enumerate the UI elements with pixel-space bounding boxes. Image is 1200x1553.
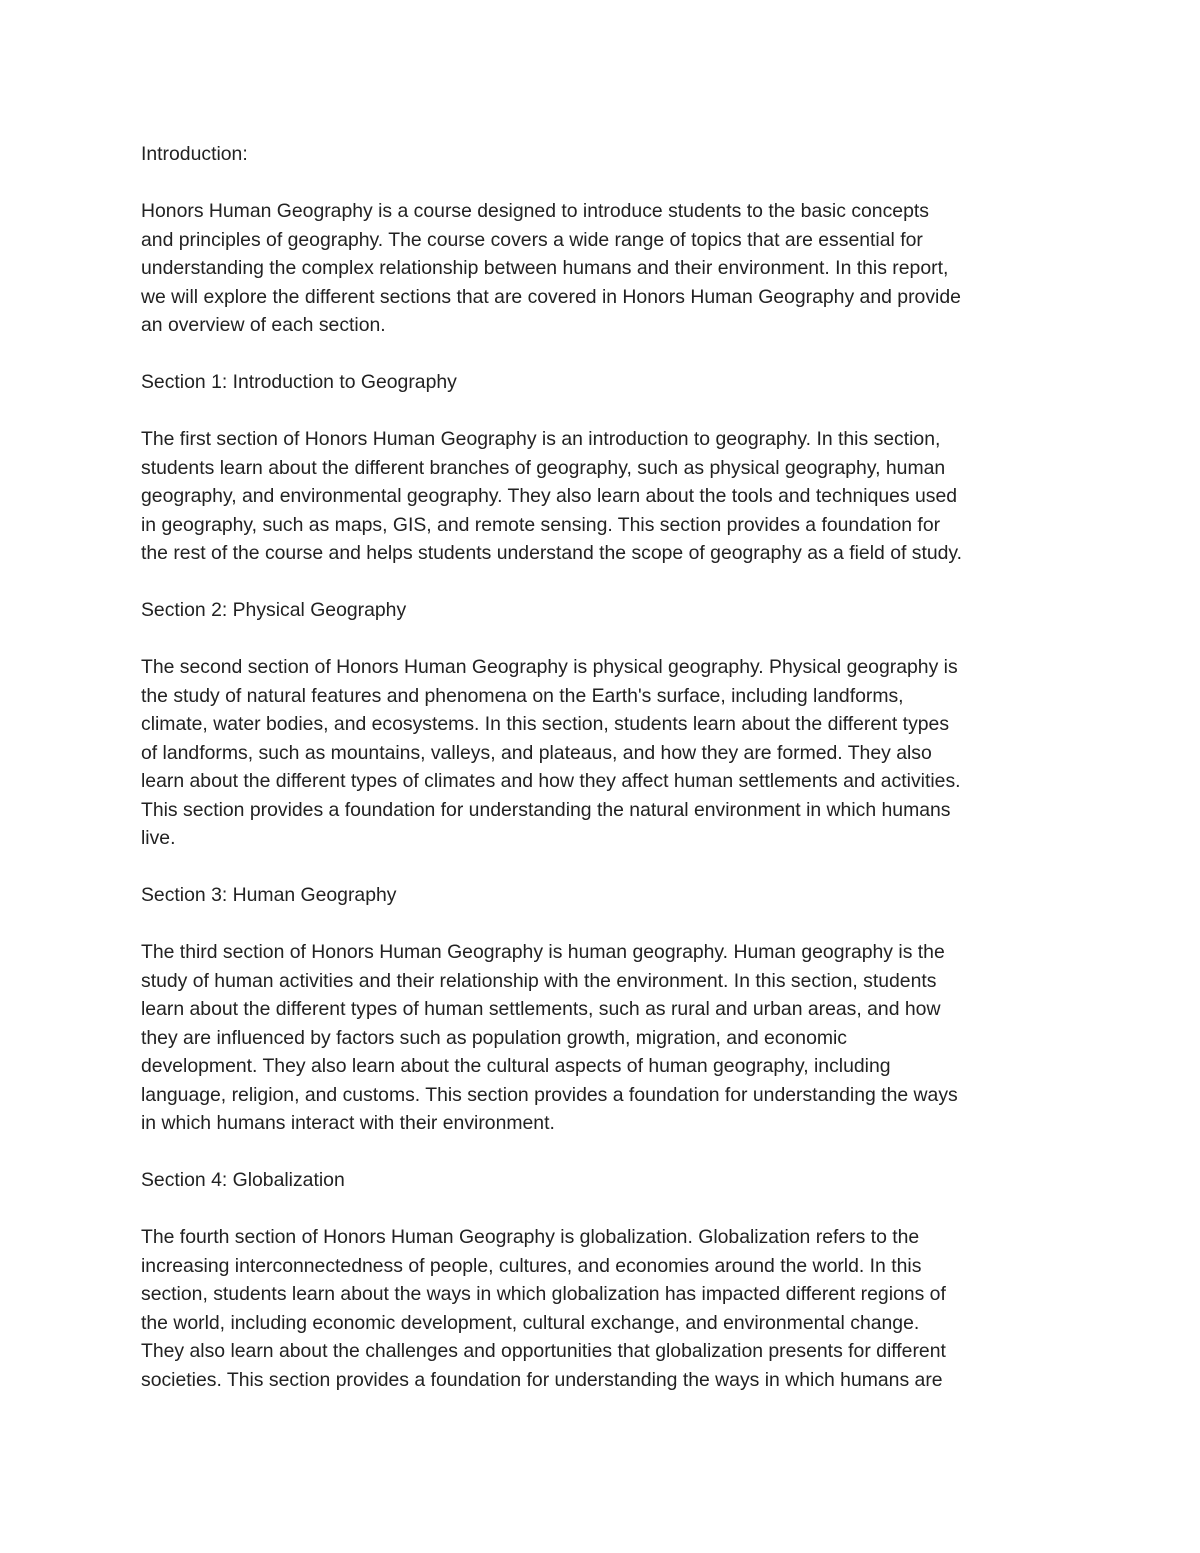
paragraph-line: societies. This section provides a foundation for understanding the ways in which humans are [141, 1368, 943, 1391]
paragraph-line: This section provides a foundation for understanding the natural environment in which humans [141, 798, 951, 821]
paragraph-line: language, religion, and customs. This section provides a foundation for understanding the ways [141, 1083, 958, 1106]
paragraph-line: in which humans interact with their environment. [141, 1112, 555, 1134]
paragraph-line: The second section of Honors Human Geography is physical geography. Physical geography is [141, 656, 958, 678]
paragraph-line: learn about the different types of human settlements, such as rural and urban areas, and how [141, 998, 941, 1020]
section3-heading: Section 3: Human Geography [141, 884, 397, 906]
section3-paragraph [141, 938, 1071, 1138]
section2-heading: Section 2: Physical Geography [141, 599, 407, 621]
paragraph-line: in geography, such as maps, GIS, and remote sensing. This section provides a foundation for [141, 513, 941, 536]
paragraph-line: learn about the different types of climates and how they affect human settlements and activities. [141, 770, 961, 792]
paragraph-line: an overview of each section. [141, 314, 386, 336]
section1-heading: Section 1: Introduction to Geography [141, 371, 457, 393]
paragraph-line: they are influenced by factors such as population growth, migration, and economic [141, 1026, 848, 1049]
paragraph-line: the study of natural features and phenomena on the Earth's surface, including landforms, [141, 684, 904, 707]
paragraph-line: The third section of Honors Human Geography is human geography. Human geography is the [141, 941, 945, 963]
paragraph-line: understanding the complex relationship between humans and their environment. In this report, [141, 257, 949, 279]
paragraph-line: of landforms, such as mountains, valleys, and plateaus, and how they are formed. They also [141, 741, 932, 764]
paragraph-line: we will explore the different sections that are covered in Honors Human Geography and provide [141, 285, 961, 308]
paragraph-line: the rest of the course and helps students understand the scope of geography as a field of study. [141, 542, 963, 564]
paragraph-line: increasing interconnectedness of people, cultures, and economies around the world. In this [141, 1254, 922, 1277]
paragraph-line: The first section of Honors Human Geography is an introduction to geography. In this section, [141, 428, 941, 450]
paragraph-line: and principles of geography. The course covers a wide range of topics that are essential for [141, 228, 923, 251]
section2-paragraph [141, 653, 1071, 853]
paragraph-line: development. They also learn about the cultural aspects of human geography, including [141, 1055, 891, 1077]
intro-paragraph [141, 197, 1071, 340]
section4-paragraph [141, 1223, 1071, 1394]
paragraph-line: live. [141, 827, 176, 849]
paragraph-line: geography, and environmental geography. They also learn about the tools and techniques used [141, 485, 958, 507]
section1-paragraph [141, 425, 1071, 568]
document-page [141, 140, 1071, 1423]
section4-heading: Section 4: Globalization [141, 1169, 345, 1191]
paragraph-line: students learn about the different branches of geography, such as physical geography, human [141, 456, 946, 479]
paragraph-line: study of human activities and their relationship with the environment. In this section, students [141, 969, 937, 992]
intro-heading: Introduction: [141, 143, 248, 165]
paragraph-line: section, students learn about the ways in which globalization has impacted different regions of [141, 1283, 946, 1305]
paragraph-line: Honors Human Geography is a course designed to introduce students to the basic concepts [141, 200, 929, 222]
paragraph-line: climate, water bodies, and ecosystems. In this section, students learn about the different types [141, 713, 950, 735]
paragraph-line: the world, including economic development, cultural exchange, and environmental change. [141, 1311, 920, 1334]
paragraph-line: They also learn about the challenges and opportunities that globalization presents for different [141, 1340, 946, 1362]
paragraph-line: The fourth section of Honors Human Geography is globalization. Globalization refers to the [141, 1226, 920, 1248]
